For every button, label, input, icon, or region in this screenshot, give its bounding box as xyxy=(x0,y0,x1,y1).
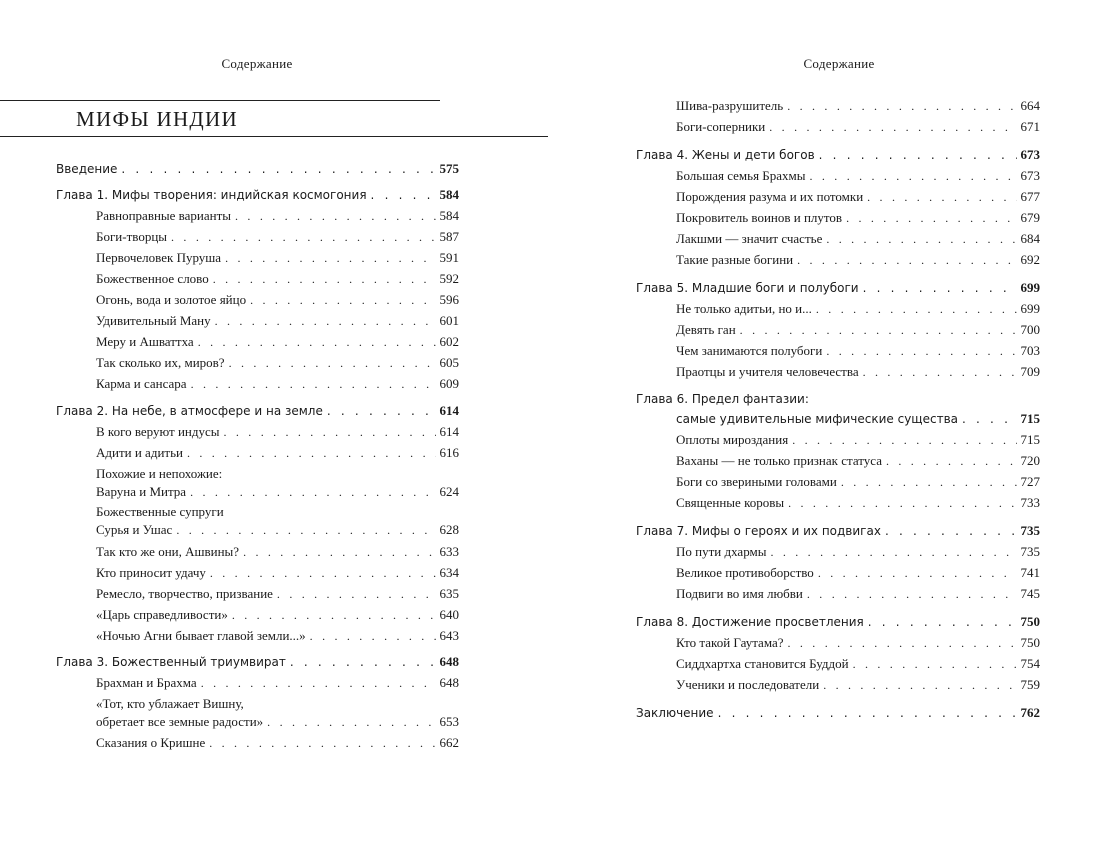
toc-entry[interactable]: «Царь справедливости» . . . 640 xyxy=(96,607,459,623)
toc-entry[interactable]: В кого веруют индусы . . . 614 xyxy=(96,424,459,440)
toc-entry[interactable]: Священные коровы . . . 733 xyxy=(676,495,1040,511)
toc-entry-line1: Божественные супруги xyxy=(96,504,224,519)
toc-entry[interactable]: Боги-соперники . . . 671 xyxy=(676,119,1040,135)
toc-chapter-7[interactable]: Глава 7. Мифы о героях и их подвигах . . . 735 xyxy=(636,523,1040,539)
toc-entry[interactable]: обретает все земные радости» . . . 653 xyxy=(96,714,459,730)
toc-entry[interactable]: Кто такой Гаутама? . . . 750 xyxy=(676,635,1040,651)
toc-entry-line1: «Тот, кто ублажает Вишну, xyxy=(96,696,244,711)
toc-entry[interactable]: Большая семья Брахмы . . . 673 xyxy=(676,168,1040,184)
toc-entry[interactable]: Ваханы — не только признак статуса . . . 720 xyxy=(676,453,1040,469)
running-head-left: Содержание xyxy=(221,56,293,71)
toc-entry[interactable]: Великое противоборство . . . 741 xyxy=(676,565,1040,581)
section-title: МИФЫ ИНДИИ xyxy=(76,107,238,131)
toc-entry[interactable]: Брахман и Брахма . . . 648 xyxy=(96,675,459,691)
toc-entry[interactable]: Варуна и Митра . . . 624 xyxy=(96,484,459,500)
toc-entry[interactable]: Боги со звериными головами . . . 727 xyxy=(676,474,1040,490)
toc-entry[interactable]: Сказания о Кришне . . . 662 xyxy=(96,735,459,751)
toc-entry-conclusion[interactable]: Заключение . . . 762 xyxy=(636,705,1040,721)
toc-chapter-1[interactable]: Глава 1. Мифы творения: индийская космогония . . . 584 xyxy=(56,187,459,203)
toc-entry[interactable]: Ученики и последователи . . . 759 xyxy=(676,677,1040,693)
toc-entry[interactable]: Такие разные богини . . . 692 xyxy=(676,252,1040,268)
right-page xyxy=(548,0,1100,852)
toc-entry[interactable]: Подвиги во имя любви . . . 745 xyxy=(676,586,1040,602)
toc-entry[interactable]: Адити и адитьи . . . 616 xyxy=(96,445,459,461)
toc-entry[interactable]: Удивительный Ману . . . 601 xyxy=(96,313,459,329)
toc-entry[interactable]: Меру и Ашваттха . . . 602 xyxy=(96,334,459,350)
toc-entry[interactable]: Не только адитьи, но и... . . . 699 xyxy=(676,301,1040,317)
toc-entry[interactable]: Сурья и Ушас . . . 628 xyxy=(96,522,459,538)
toc-entry[interactable]: Равноправные варианты . . . 584 xyxy=(96,208,459,224)
toc-entry[interactable]: Боги-творцы . . . 587 xyxy=(96,229,459,245)
toc-entry[interactable]: Лакшми — значит счастье . . . 684 xyxy=(676,231,1040,247)
toc-entry[interactable]: Шива-разрушитель . . . 664 xyxy=(676,98,1040,114)
toc-entry-line1: Похожие и непохожие: xyxy=(96,466,223,481)
toc-entry[interactable]: Оплоты мироздания . . . 715 xyxy=(676,432,1040,448)
toc-entry[interactable]: Ремесло, творчество, призвание . . . 635 xyxy=(96,586,459,602)
toc-chapter-8[interactable]: Глава 8. Достижение просветления . . . 750 xyxy=(636,614,1040,630)
toc-entry[interactable]: Сиддхартха становится Буддой . . . 754 xyxy=(676,656,1040,672)
title-rule-top xyxy=(0,100,440,101)
toc-entry[interactable]: Покровитель воинов и плутов . . . 679 xyxy=(676,210,1040,226)
toc-entry-intro[interactable]: Введение . . . 575 xyxy=(56,161,459,177)
toc-entry[interactable]: Порождения разума и их потомки . . . 677 xyxy=(676,189,1040,205)
toc-entry[interactable]: Кто приносит удачу . . . 634 xyxy=(96,565,459,581)
title-rule-bottom xyxy=(0,136,548,137)
toc-chapter-6[interactable]: самые удивительные мифические существа . . . 715 xyxy=(676,411,1040,427)
toc-chapter-2[interactable]: Глава 2. На небе, в атмосфере и на земле . . . 614 xyxy=(56,403,459,419)
toc-chapter-6-line1: Глава 6. Предел фантазии: xyxy=(636,392,809,406)
toc-entry[interactable]: Чем занимаются полубоги . . . 703 xyxy=(676,343,1040,359)
toc-entry[interactable]: Карма и сансара . . . 609 xyxy=(96,376,459,392)
toc-entry[interactable]: «Ночью Агни бывает главой земли...» . . . 643 xyxy=(96,628,459,644)
toc-entry[interactable]: Девять ган . . . 700 xyxy=(676,322,1040,338)
toc-chapter-4[interactable]: Глава 4. Жены и дети богов . . . 673 xyxy=(636,147,1040,163)
toc-entry[interactable]: Огонь, вода и золотое яйцо . . . 596 xyxy=(96,292,459,308)
toc-entry[interactable]: Божественное слово . . . 592 xyxy=(96,271,459,287)
left-page xyxy=(0,0,548,852)
toc-chapter-3[interactable]: Глава 3. Божественный триумвират . . . 648 xyxy=(56,654,459,670)
running-head-right: Содержание xyxy=(803,56,875,71)
toc-entry[interactable]: Так кто же они, Ашвины? . . . 633 xyxy=(96,544,459,560)
toc-entry[interactable]: По пути дхармы . . . 735 xyxy=(676,544,1040,560)
toc-entry[interactable]: Первочеловек Пуруша . . . 591 xyxy=(96,250,459,266)
toc-entry[interactable]: Так сколько их, миров? . . . 605 xyxy=(96,355,459,371)
toc-chapter-5[interactable]: Глава 5. Младшие боги и полубоги . . . 699 xyxy=(636,280,1040,296)
toc-entry[interactable]: Праотцы и учителя человечества . . . 709 xyxy=(676,364,1040,380)
